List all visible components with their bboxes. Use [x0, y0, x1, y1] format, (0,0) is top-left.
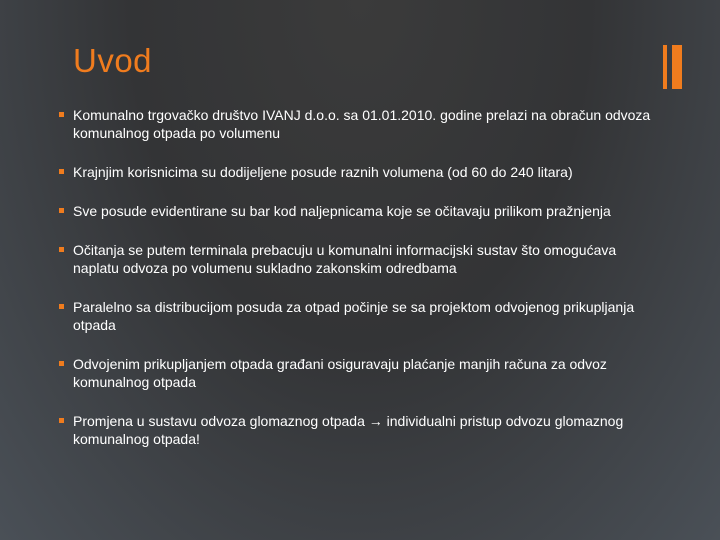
bullet-text: Krajnjim korisnicima su dodijeljene posude raznih volumena (od 60 do 240 litara) [73, 164, 573, 180]
square-bullet-icon [59, 112, 64, 117]
bullet-item [57, 163, 657, 181]
square-bullet-icon [59, 208, 64, 213]
square-bullet-icon [59, 304, 64, 309]
bullet-item [57, 355, 657, 391]
bullet-item [57, 412, 657, 448]
bullet-text: Komunalno trgovačko društvo IVANJ d.o.o. sa 01.01.2010. godine prelazi na obračun odvoza komunalnog otpada po volumenu [73, 107, 651, 141]
bullet-item [57, 202, 657, 220]
bullet-list [57, 106, 657, 469]
square-bullet-icon [59, 247, 64, 252]
square-bullet-icon [59, 169, 64, 174]
accent-bar-thick [672, 45, 682, 89]
bullet-text: Promjena u sustavu odvoza glomaznog otpada → individualni pristup odvozu glomaznog komunalnog otpada! [73, 413, 624, 447]
bullet-text: Paralelno sa distribucijom posuda za otpad počinje se sa projektom odvojenog prikupljanja otpada [73, 299, 635, 333]
bullet-text: Očitanja se putem terminala prebacuju u komunalni informacijski sustav što omogućava naplatu odvoza po volumenu sukladno zakonskim odredbama [73, 242, 617, 276]
bullet-item [57, 241, 657, 277]
slide-title: Uvod [73, 42, 153, 79]
bullet-item [57, 298, 657, 334]
accent-bar-thin [663, 45, 667, 89]
bullet-item [57, 106, 657, 142]
bullet-text: Odvojenim prikupljanjem otpada građani osiguravaju plaćanje manjih računa za odvoz komunalnog otpada [73, 356, 607, 390]
square-bullet-icon [59, 361, 64, 366]
bullet-text: Sve posude evidentirane su bar kod naljepnicama koje se očitavaju prilikom pražnjenja [73, 203, 611, 219]
square-bullet-icon [59, 418, 64, 423]
